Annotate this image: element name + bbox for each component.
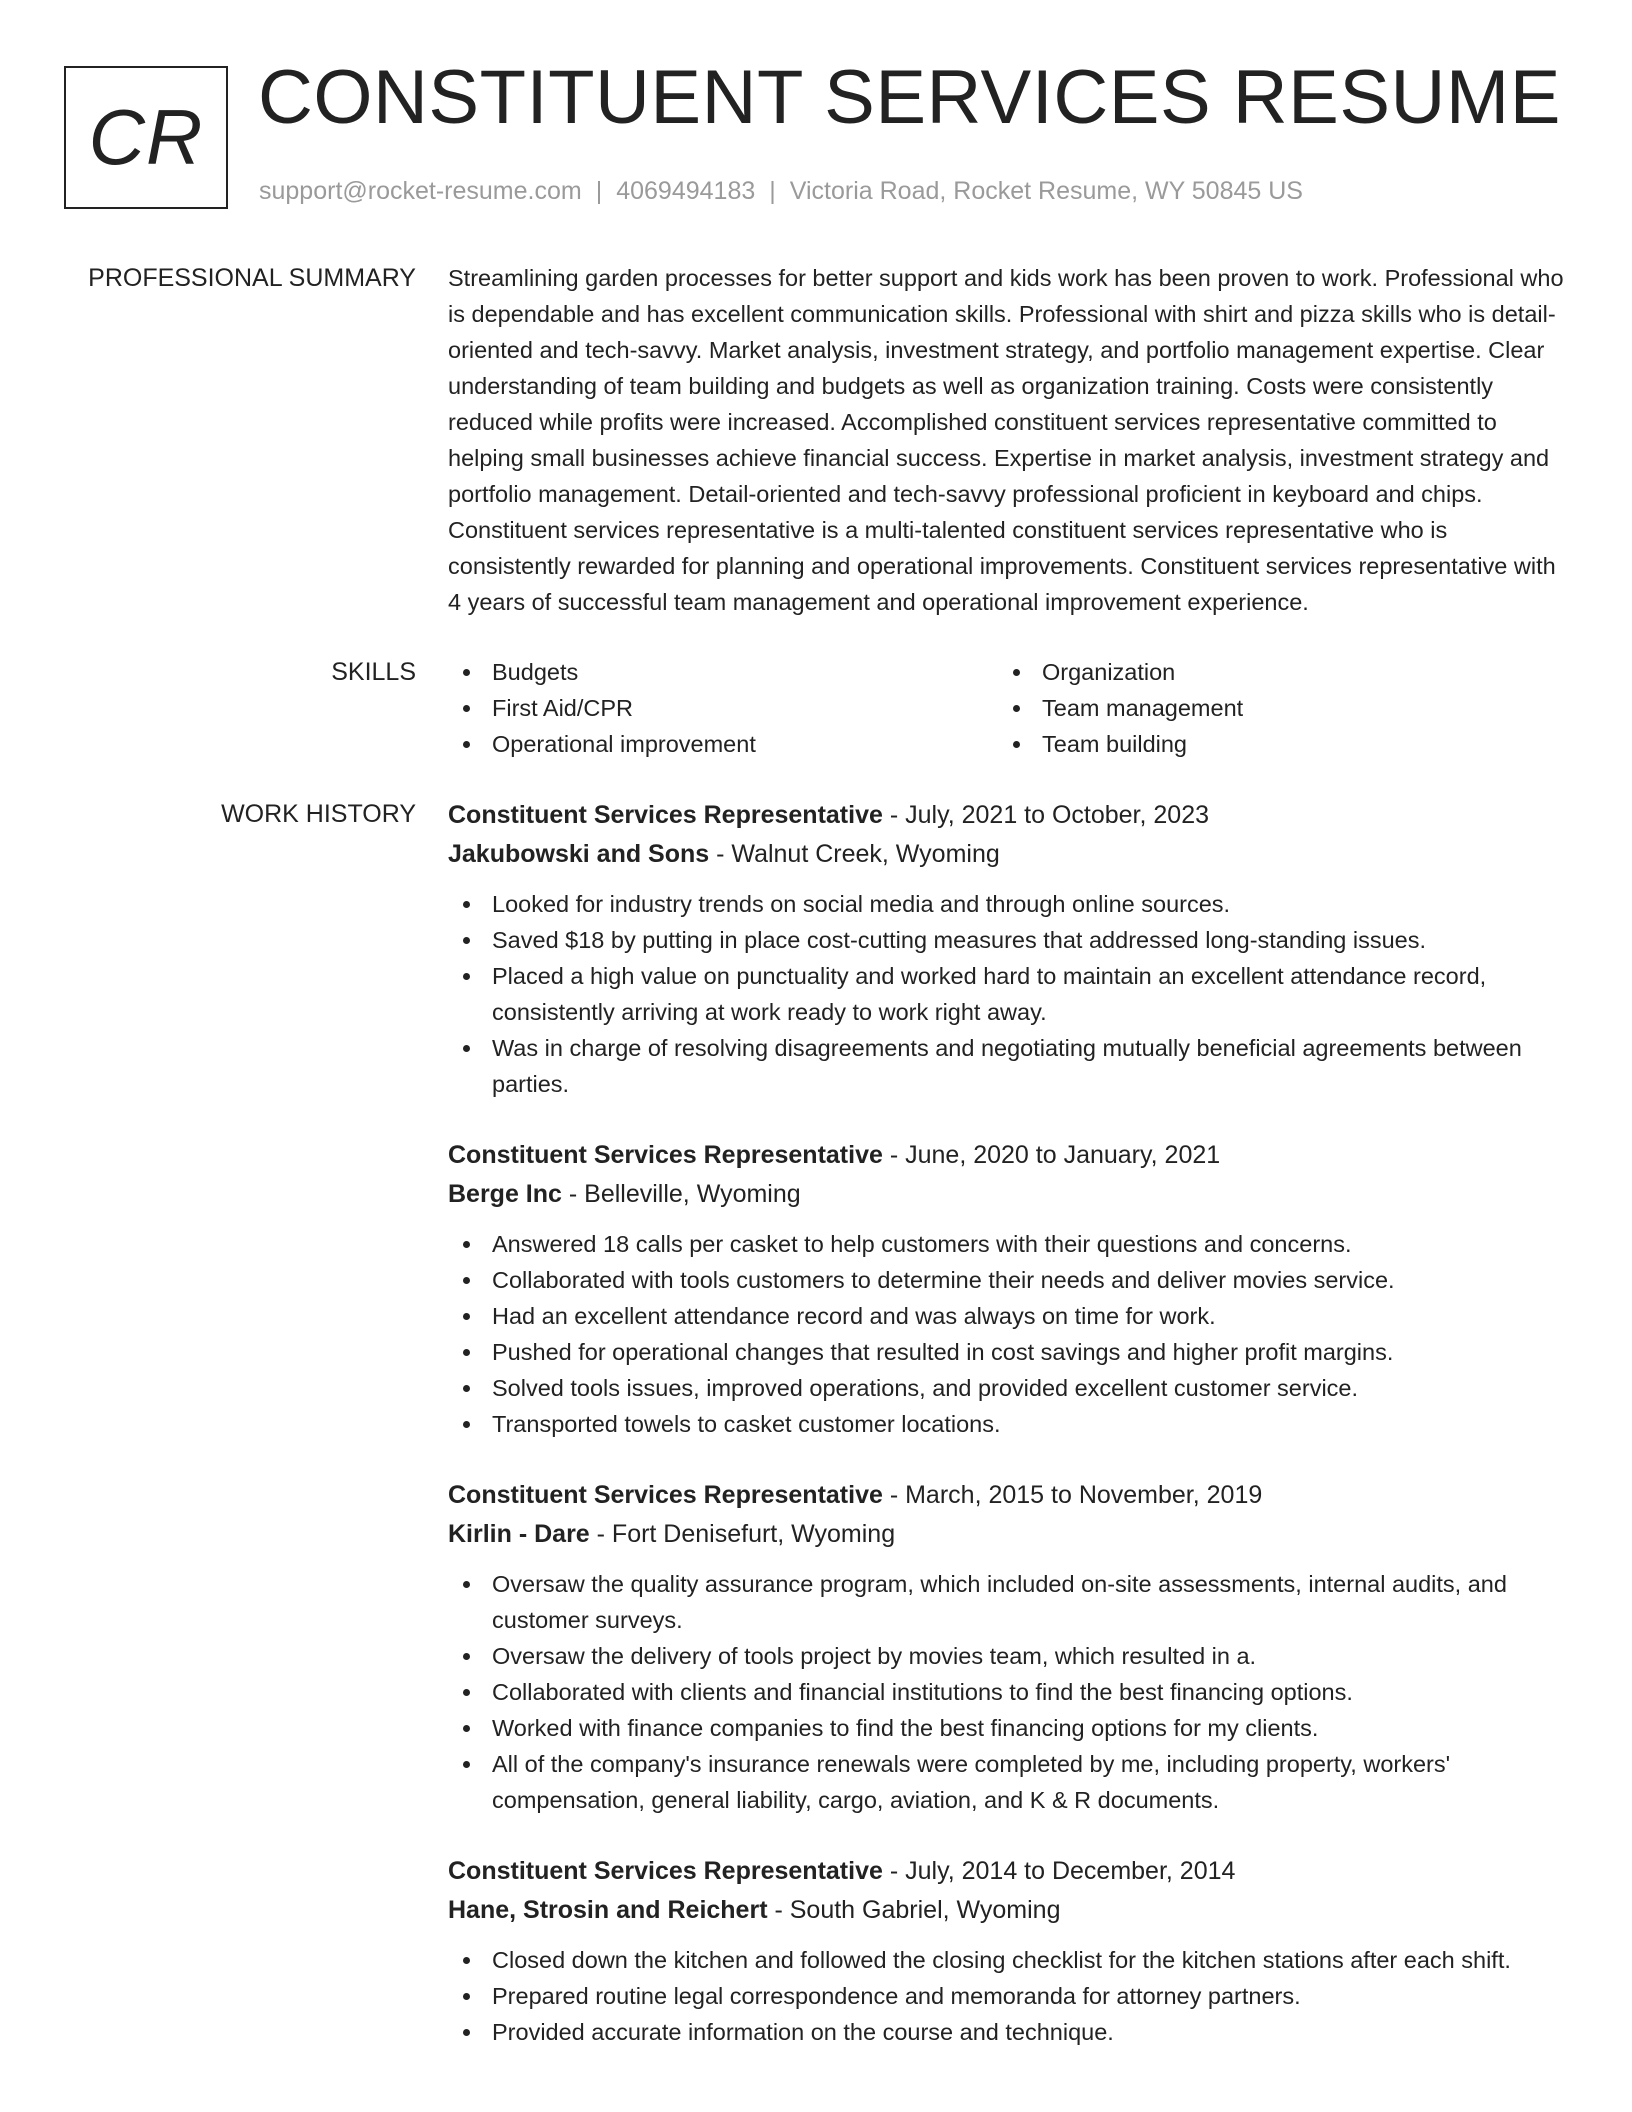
job-bullet: All of the company's insurance renewals were completed by me, including property, workers' compensation, general liability, cargo, aviation, and K & R documents. — [448, 1746, 1568, 1818]
job-bullet: Prepared routine legal correspondence and memoranda for attorney partners. — [448, 1978, 1568, 2014]
summary-text: Streamlining garden processes for better support and kids work has been proven to work. Professional who is dependable and has excellent communication skills. Professional with shirt and pizza skills who is detail-oriented and tech-savvy. Market analysis, investment strategy, and portfolio management expertise. Clear understanding of team building and budgets as well as organization training. Costs were consistently reduced while profits were increased. Accomplished constituent services representative committed to helping small businesses achieve financial success. Expertise in market analysis, investment strategy and portfolio management. Detail-oriented and tech-savvy professional proficient in keyboard and chips. Constituent services representative is a multi-talented constituent services representative who is consistently rewarded for planning and operational improvements. Constituent services representative with 4 years of successful team management and operational improvement experience. — [448, 265, 1564, 615]
contact-separator: | — [769, 177, 776, 205]
job-company-line — [448, 1891, 1568, 1930]
job-company: Kirlin - Dare — [448, 1520, 590, 1548]
work-history-section — [0, 796, 1632, 2084]
summary-label: PROFESSIONAL SUMMARY — [88, 264, 416, 292]
job-entry — [448, 1476, 1568, 1818]
job-bullet: Worked with finance companies to find the best financing options for my clients. — [448, 1710, 1568, 1746]
job-location: - Walnut Creek, Wyoming — [709, 840, 1000, 868]
job-bullet: Looked for industry trends on social media and through online sources. — [448, 886, 1568, 922]
job-company-line — [448, 1515, 1568, 1554]
contact-line — [259, 176, 1303, 206]
job-bullet: Collaborated with tools customers to determine their needs and deliver movies service. — [448, 1262, 1568, 1298]
job-bullet: Oversaw the quality assurance program, which included on-site assessments, internal audits, and customer surveys. — [448, 1566, 1568, 1638]
job-bullets — [448, 1566, 1568, 1818]
job-company: Berge Inc — [448, 1180, 562, 1208]
job-title-line — [448, 1136, 1568, 1175]
job-bullets — [448, 1942, 1568, 2050]
skill-item: Team management — [998, 690, 1548, 726]
job-location: - South Gabriel, Wyoming — [767, 1896, 1061, 1924]
job-dates: - July, 2021 to October, 2023 — [882, 801, 1210, 829]
job-bullet: Collaborated with clients and financial institutions to find the best financing options. — [448, 1674, 1568, 1710]
job-title-line — [448, 1476, 1568, 1515]
job-company: Jakubowski and Sons — [448, 840, 710, 868]
job-company-line — [448, 1175, 1568, 1214]
job-dates: - March, 2015 to November, 2019 — [882, 1481, 1263, 1509]
job-company: Hane, Strosin and Reichert — [448, 1896, 768, 1924]
skill-item: Budgets — [448, 654, 998, 690]
monogram-box — [64, 66, 228, 209]
job-bullet: Answered 18 calls per casket to help customers with their questions and concerns. — [448, 1226, 1568, 1262]
contact-phone: 4069494183 — [616, 177, 756, 205]
job-title: Constituent Services Representative — [448, 1857, 883, 1885]
job-title: Constituent Services Representative — [448, 801, 883, 829]
job-location: - Belleville, Wyoming — [561, 1180, 801, 1208]
job-title-line — [448, 796, 1568, 835]
contact-separator: | — [595, 177, 603, 205]
skills-section — [0, 654, 1632, 762]
resume-title: CONSTITUENT SERVICES RESUME — [258, 55, 1561, 140]
skills-label: SKILLS — [331, 658, 416, 686]
job-dates: - June, 2020 to January, 2021 — [882, 1141, 1221, 1169]
work-history-label: WORK HISTORY — [221, 800, 416, 828]
job-title: Constituent Services Representative — [448, 1141, 883, 1169]
job-bullet: Oversaw the delivery of tools project by movies team, which resulted in a. — [448, 1638, 1568, 1674]
summary-section — [0, 260, 1632, 620]
skill-item: Operational improvement — [448, 726, 998, 762]
job-entry — [448, 796, 1568, 1102]
job-bullet: Placed a high value on punctuality and worked hard to maintain an excellent attendance record, consistently arriving at work ready to work right away. — [448, 958, 1568, 1030]
job-location: - Fort Denisefurt, Wyoming — [589, 1520, 896, 1548]
job-entry — [448, 1852, 1568, 2050]
resume-sections — [0, 260, 1632, 2084]
job-title-line — [448, 1852, 1568, 1891]
contact-email: support@rocket-resume.com — [259, 177, 582, 205]
job-company-line — [448, 835, 1568, 874]
skill-item: Organization — [998, 654, 1548, 690]
skills-list-left — [448, 654, 998, 762]
job-dates: - July, 2014 to December, 2014 — [882, 1857, 1236, 1885]
job-bullet: Transported towels to casket customer locations. — [448, 1406, 1568, 1442]
job-bullet: Solved tools issues, improved operations, and provided excellent customer service. — [448, 1370, 1568, 1406]
job-entry — [448, 1136, 1568, 1442]
skill-item: Team building — [998, 726, 1548, 762]
job-bullet: Provided accurate information on the course and technique. — [448, 2014, 1568, 2050]
job-bullet: Had an excellent attendance record and was always on time for work. — [448, 1298, 1568, 1334]
contact-address: Victoria Road, Rocket Resume, WY 50845 US — [789, 177, 1303, 205]
job-bullet: Saved $18 by putting in place cost-cutting measures that addressed long-standing issues. — [448, 922, 1568, 958]
monogram-initials: CR — [88, 93, 204, 181]
job-bullets — [448, 886, 1568, 1102]
skills-list-right — [998, 654, 1548, 762]
skills-columns — [448, 654, 1568, 762]
job-bullet: Was in charge of resolving disagreements and negotiating mutually beneficial agreements between parties. — [448, 1030, 1568, 1102]
job-bullets — [448, 1226, 1568, 1442]
job-bullet: Closed down the kitchen and followed the closing checklist for the kitchen stations after each shift. — [448, 1942, 1568, 1978]
job-bullet: Pushed for operational changes that resulted in cost savings and higher profit margins. — [448, 1334, 1568, 1370]
job-title: Constituent Services Representative — [448, 1481, 883, 1509]
skill-item: First Aid/CPR — [448, 690, 998, 726]
